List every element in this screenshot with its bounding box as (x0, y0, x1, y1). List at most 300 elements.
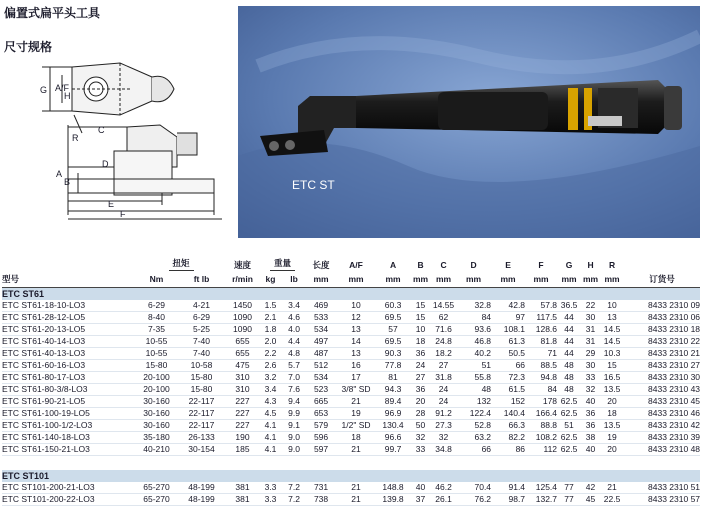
table-cell: 26.1 (431, 494, 456, 506)
table-cell: ETC ST61-100-1/2-LO3 (2, 420, 136, 432)
table-cell: 140.4 (491, 408, 525, 420)
table-cell: 24.8 (431, 336, 456, 348)
table-row (2, 348, 700, 360)
table-cell: 42.8 (491, 300, 525, 312)
header-kg: kg (259, 271, 282, 288)
label-d: D (102, 159, 109, 169)
table-cell: 4.0 (282, 324, 306, 336)
table-row (2, 444, 700, 456)
table-cell: 534 (306, 324, 336, 336)
table-cell: 48 (557, 360, 581, 372)
table-cell: 8433 2310 39 (624, 432, 700, 444)
table-cell: 35-180 (136, 432, 177, 444)
product-photo (238, 6, 700, 238)
section-spacer (2, 456, 700, 471)
table-row (2, 432, 700, 444)
label-a: A (56, 169, 63, 179)
table-cell: 27.3 (431, 420, 456, 432)
table-cell: 50 (410, 420, 431, 432)
table-cell: ETC ST61-18-10-LO3 (2, 300, 136, 312)
table-cell: 523 (306, 384, 336, 396)
table-row (2, 372, 700, 384)
table-cell: 8433 2310 18 (624, 324, 700, 336)
table-cell: 45 (581, 494, 600, 506)
table-cell: 166.4 (525, 408, 557, 420)
table-cell: 665 (306, 396, 336, 408)
label-b: B (64, 177, 71, 187)
unit-g: mm (557, 271, 581, 288)
table-cell: 62.5 (557, 396, 581, 408)
table-cell: 22-117 (177, 396, 226, 408)
table-cell: 48 (456, 384, 491, 396)
table-cell: 3/8" SD (336, 384, 376, 396)
table-cell: 9.0 (282, 444, 306, 456)
table-cell: 36 (410, 348, 431, 360)
label-g: G (40, 85, 48, 95)
table-cell: 93.6 (456, 324, 491, 336)
table-cell: 37 (410, 494, 431, 506)
table-cell: 22-117 (177, 408, 226, 420)
table-cell: 381 (226, 482, 259, 494)
table-cell: 65-270 (136, 494, 177, 506)
table-cell: 40-210 (136, 444, 177, 456)
table-cell: 33 (581, 372, 600, 384)
table-cell: 4.8 (282, 348, 306, 360)
table-cell: 69.5 (376, 336, 410, 348)
table-cell: 112 (525, 444, 557, 456)
table-cell: 14.5 (600, 324, 624, 336)
table-cell: 40 (581, 396, 600, 408)
table-cell: 4.3 (259, 396, 282, 408)
table-cell: 31 (581, 336, 600, 348)
table-cell: 66 (491, 360, 525, 372)
table-row (2, 420, 700, 432)
table-cell: 15 (600, 360, 624, 372)
table-cell: 42 (581, 482, 600, 494)
table-cell: 29 (581, 348, 600, 360)
table-cell: 48 (557, 372, 581, 384)
table-cell: 44 (557, 348, 581, 360)
table-cell: 7-35 (136, 324, 177, 336)
table-cell: 60.3 (376, 300, 410, 312)
table-cell: 15 (410, 300, 431, 312)
table-cell: 20-100 (136, 372, 177, 384)
table-cell: 33 (410, 444, 431, 456)
table-cell: 48-199 (177, 494, 226, 506)
table-cell: ETC ST61-90-21-LO5 (2, 396, 136, 408)
dimensions-heading: 尺寸规格 (4, 40, 53, 54)
unit-d: mm (456, 271, 491, 288)
table-cell: 7.2 (282, 494, 306, 506)
table-cell: 1090 (226, 324, 259, 336)
table-cell: 512 (306, 360, 336, 372)
table-cell: 36 (581, 420, 600, 432)
table-cell: 5-25 (177, 324, 226, 336)
table-cell: 86 (491, 444, 525, 456)
table-cell: 19 (600, 432, 624, 444)
section-header-row (2, 470, 700, 482)
table-cell: 30-160 (136, 396, 177, 408)
table-cell: 8433 2310 43 (624, 384, 700, 396)
header-b: B (417, 260, 424, 270)
table-cell: 8433 2310 21 (624, 348, 700, 360)
table-cell: 62.5 (557, 432, 581, 444)
table-cell: 98.7 (491, 494, 525, 506)
table-cell: 32 (581, 384, 600, 396)
table-cell: 475 (226, 360, 259, 372)
table-cell: 24 (410, 360, 431, 372)
table-cell: 310 (226, 372, 259, 384)
table-cell: 50.5 (491, 348, 525, 360)
table-cell: 8-40 (136, 312, 177, 324)
table-cell: 81 (376, 372, 410, 384)
table-cell: 40 (410, 482, 431, 494)
table-cell: 108.1 (491, 324, 525, 336)
table-cell: 185 (226, 444, 259, 456)
table-cell: 18.2 (431, 348, 456, 360)
table-cell: 28 (410, 408, 431, 420)
table-cell: 8433 2310 42 (624, 420, 700, 432)
table-cell: 497 (306, 336, 336, 348)
header-f: F (538, 260, 544, 270)
table-cell: 57.8 (525, 300, 557, 312)
page-title: 偏置式扁平头工具 (4, 6, 101, 20)
table-cell: 4.5 (259, 408, 282, 420)
photo-caption: ETC ST (292, 178, 335, 192)
table-cell: 8433 2310 09 (624, 300, 700, 312)
table-cell: 34.8 (431, 444, 456, 456)
table-cell: 2.1 (259, 312, 282, 324)
table-row (2, 300, 700, 312)
table-cell: 30 (581, 360, 600, 372)
table-cell: 63.2 (456, 432, 491, 444)
table-cell: 534 (306, 372, 336, 384)
table-cell: 90.3 (376, 348, 410, 360)
table-cell: 12 (336, 312, 376, 324)
table-cell: 1.5 (259, 300, 282, 312)
header-ftlb: ft lb (177, 271, 226, 288)
table-cell: ETC ST61-40-14-LO3 (2, 336, 136, 348)
table-cell: 72.3 (491, 372, 525, 384)
table-cell: ETC ST61-60-16-LO3 (2, 360, 136, 372)
table-cell: 8433 2310 45 (624, 396, 700, 408)
table-cell: 227 (226, 408, 259, 420)
table-cell: 66 (456, 444, 491, 456)
table-cell: 117.5 (525, 312, 557, 324)
table-cell: 27 (431, 360, 456, 372)
header-a: A (389, 260, 397, 270)
table-cell: 731 (306, 482, 336, 494)
table-cell: 82.2 (491, 432, 525, 444)
header-nm: Nm (136, 271, 177, 288)
table-cell: 20 (600, 444, 624, 456)
table-cell: 10-55 (136, 348, 177, 360)
table-row (2, 336, 700, 348)
table-cell: 40 (581, 444, 600, 456)
table-cell: 178 (525, 396, 557, 408)
table-cell: 4.6 (282, 312, 306, 324)
table-cell: 62.5 (557, 444, 581, 456)
table-cell: 51 (557, 420, 581, 432)
table-cell: ETC ST61-150-21-LO3 (2, 444, 136, 456)
table-cell: 51 (456, 360, 491, 372)
unit-r: mm (600, 271, 624, 288)
table-cell: 13 (336, 324, 376, 336)
table-cell: 24 (431, 384, 456, 396)
table-cell: ETC ST101-200-22-LO3 (2, 494, 136, 506)
table-cell: 38 (581, 432, 600, 444)
header-speed: 速度 (234, 260, 252, 270)
table-cell: 32 (410, 432, 431, 444)
table-cell: 71 (525, 348, 557, 360)
table-cell: 1/2" SD (336, 420, 376, 432)
table-cell: 31.8 (431, 372, 456, 384)
table-cell: 61.3 (491, 336, 525, 348)
table-cell: 13.5 (600, 384, 624, 396)
section-title: ETC ST101 (2, 470, 700, 482)
table-cell: 13 (600, 312, 624, 324)
table-cell: 5.7 (282, 360, 306, 372)
label-r: R (72, 133, 79, 143)
table-cell: 190 (226, 432, 259, 444)
table-cell: 8433 2310 51 (624, 482, 700, 494)
table-cell: 655 (226, 336, 259, 348)
table-cell: 148.8 (376, 482, 410, 494)
label-af: A/F (55, 83, 70, 93)
table-cell: 10 (410, 324, 431, 336)
unit-length: mm (306, 271, 336, 288)
header-e: E (505, 260, 511, 270)
table-cell: 139.8 (376, 494, 410, 506)
table-cell: 653 (306, 408, 336, 420)
table-cell: 96.9 (376, 408, 410, 420)
table-cell: 48-199 (177, 482, 226, 494)
table-cell: 22.5 (600, 494, 624, 506)
table-cell: 62.5 (557, 408, 581, 420)
table-cell: 9.4 (282, 396, 306, 408)
table-cell: 533 (306, 312, 336, 324)
table-cell: 15-80 (177, 372, 226, 384)
table-cell: 7.0 (282, 372, 306, 384)
table-cell: 14.55 (432, 300, 455, 310)
table-cell: 15-80 (177, 384, 226, 396)
table-row (2, 384, 700, 396)
header-c: C (440, 260, 447, 270)
table-cell: 8433 2310 06 (624, 312, 700, 324)
table-cell: 55.8 (456, 372, 491, 384)
label-h: H (64, 91, 71, 101)
table-cell: 4.4 (282, 336, 306, 348)
header-torque: 扭矩 (136, 250, 226, 271)
table-cell: 26-133 (177, 432, 226, 444)
table-cell: 18 (336, 432, 376, 444)
table-cell: 16 (336, 360, 376, 372)
header-h: H (587, 260, 594, 270)
table-cell: 6-29 (136, 300, 177, 312)
table-cell: 30-160 (136, 408, 177, 420)
table-cell: 3.4 (282, 300, 306, 312)
table-cell: 14 (336, 336, 376, 348)
table-cell: 10-58 (177, 360, 226, 372)
table-cell: ETC ST61-140-18-LO3 (2, 432, 136, 444)
table-cell: 36 (410, 384, 431, 396)
table-cell: 96.6 (376, 432, 410, 444)
table-cell: ETC ST101-200-21-LO3 (2, 482, 136, 494)
header-length: 长度 (312, 260, 330, 270)
table-row (2, 482, 700, 494)
table-cell: 20 (410, 396, 431, 408)
table-cell: 18 (600, 408, 624, 420)
table-cell: 18 (410, 336, 431, 348)
table-cell: 8433 2310 30 (624, 372, 700, 384)
header-model: 型号 (2, 271, 136, 288)
table-cell: 10.3 (600, 348, 624, 360)
table-cell: 32 (431, 432, 456, 444)
table-cell: 36 (581, 408, 600, 420)
table-cell: 91.4 (491, 482, 525, 494)
table-cell: 3.3 (259, 482, 282, 494)
table-cell: 4.1 (259, 420, 282, 432)
unit-f: mm (525, 271, 557, 288)
table-cell: 108.2 (525, 432, 557, 444)
table-cell: 13.5 (600, 420, 624, 432)
table-cell: 7-40 (177, 348, 226, 360)
table-cell: 84 (456, 312, 491, 324)
table-cell: 227 (226, 420, 259, 432)
table-cell: ETC ST61-20-13-LO5 (2, 324, 136, 336)
table-cell: 15-80 (136, 360, 177, 372)
table-cell: 31 (581, 324, 600, 336)
unit-a: mm (376, 271, 410, 288)
table-cell: 579 (306, 420, 336, 432)
table-cell: 8433 2310 22 (624, 336, 700, 348)
header-r: R (608, 260, 616, 270)
table-cell: ETC ST61-28-12-LO5 (2, 312, 136, 324)
table-cell: 8433 2310 27 (624, 360, 700, 372)
table-cell: 77 (557, 482, 581, 494)
table-cell: 46.2 (431, 482, 456, 494)
header-lb: lb (282, 271, 306, 288)
header-rpm: r/min (226, 271, 259, 288)
table-cell: 152 (491, 396, 525, 408)
table-cell: 125.4 (525, 482, 557, 494)
label-c: C (98, 125, 105, 135)
unit-c: mm (431, 271, 456, 288)
table-cell: 30-160 (136, 420, 177, 432)
label-f: F (120, 209, 126, 219)
table-cell: 76.2 (456, 494, 491, 506)
table-cell: 61.5 (491, 384, 525, 396)
table-cell: 6-29 (177, 312, 226, 324)
table-cell: 10 (336, 300, 376, 312)
table-row (2, 396, 700, 408)
table-cell: 2.0 (259, 336, 282, 348)
table-cell: 16.5 (600, 372, 624, 384)
table-cell: 20 (600, 396, 624, 408)
table-cell: 4.1 (259, 432, 282, 444)
table-cell: 19 (336, 408, 376, 420)
table-cell: 77.8 (376, 360, 410, 372)
tool-illustration (238, 6, 700, 238)
header-af: A/F (349, 260, 363, 270)
table-cell: ETC ST61-40-13-LO3 (2, 348, 136, 360)
unit-h: mm (581, 271, 600, 288)
table-cell: 9.0 (282, 432, 306, 444)
table-cell: 3.3 (259, 494, 282, 506)
table-cell: 596 (306, 432, 336, 444)
section-header-row (2, 288, 700, 301)
table-cell: 21 (336, 494, 376, 506)
table-cell: 1090 (226, 312, 259, 324)
table-cell: 7.2 (282, 482, 306, 494)
table-cell: 3.4 (259, 384, 282, 396)
table-cell: 3.2 (259, 372, 282, 384)
table-cell: 8433 2310 48 (624, 444, 700, 456)
table-row (2, 408, 700, 420)
table-cell: 21 (336, 482, 376, 494)
table-cell: 132.7 (525, 494, 557, 506)
table-cell: 21 (336, 444, 376, 456)
table-cell: 227 (226, 396, 259, 408)
dimension-drawing (2, 55, 227, 235)
table-cell: 7-40 (177, 336, 226, 348)
table-cell: 52.8 (456, 420, 491, 432)
table-cell: 84 (525, 384, 557, 396)
table-cell: 9.1 (282, 420, 306, 432)
table-cell: 8433 2310 57 (624, 494, 700, 506)
table-cell: 22-117 (177, 420, 226, 432)
table-cell: 122.4 (456, 408, 491, 420)
table-unit-header (2, 271, 700, 288)
table-cell: 487 (306, 348, 336, 360)
table-row (2, 312, 700, 324)
table-cell: 44 (557, 336, 581, 348)
table-cell: 469 (306, 300, 336, 312)
table-cell: 20-100 (136, 384, 177, 396)
table-cell: 30 (581, 312, 600, 324)
table-cell: 310 (226, 384, 259, 396)
table-cell: 13 (336, 348, 376, 360)
table-cell: 32.8 (456, 300, 491, 312)
table-cell: ETC ST61-80-3/8-LO3 (2, 384, 136, 396)
table-cell: 2.6 (259, 360, 282, 372)
table-cell: 21 (600, 482, 624, 494)
table-cell: 65-270 (136, 482, 177, 494)
table-cell: 97 (491, 312, 525, 324)
table-cell: 40.2 (456, 348, 491, 360)
unit-af: mm (336, 271, 376, 288)
table-cell: 70.4 (456, 482, 491, 494)
table-cell: ETC ST61-80-17-LO3 (2, 372, 136, 384)
table-cell: 57 (376, 324, 410, 336)
table-cell: 24 (431, 396, 456, 408)
table-cell: 27 (410, 372, 431, 384)
table-cell: 71.6 (431, 324, 456, 336)
table-cell: 597 (306, 444, 336, 456)
unit-b: mm (410, 271, 431, 288)
table-cell: 88.8 (525, 420, 557, 432)
table-cell: 36.5 (557, 300, 581, 312)
table-cell: 77 (557, 494, 581, 506)
header-g: G (565, 260, 573, 270)
table-row (2, 360, 700, 372)
table-cell: 7.6 (282, 384, 306, 396)
table-cell: 10 (600, 300, 624, 312)
table-cell: 9.9 (282, 408, 306, 420)
table-cell: 48 (557, 384, 581, 396)
table-cell: 81.8 (525, 336, 557, 348)
table-cell: 22 (581, 300, 600, 312)
